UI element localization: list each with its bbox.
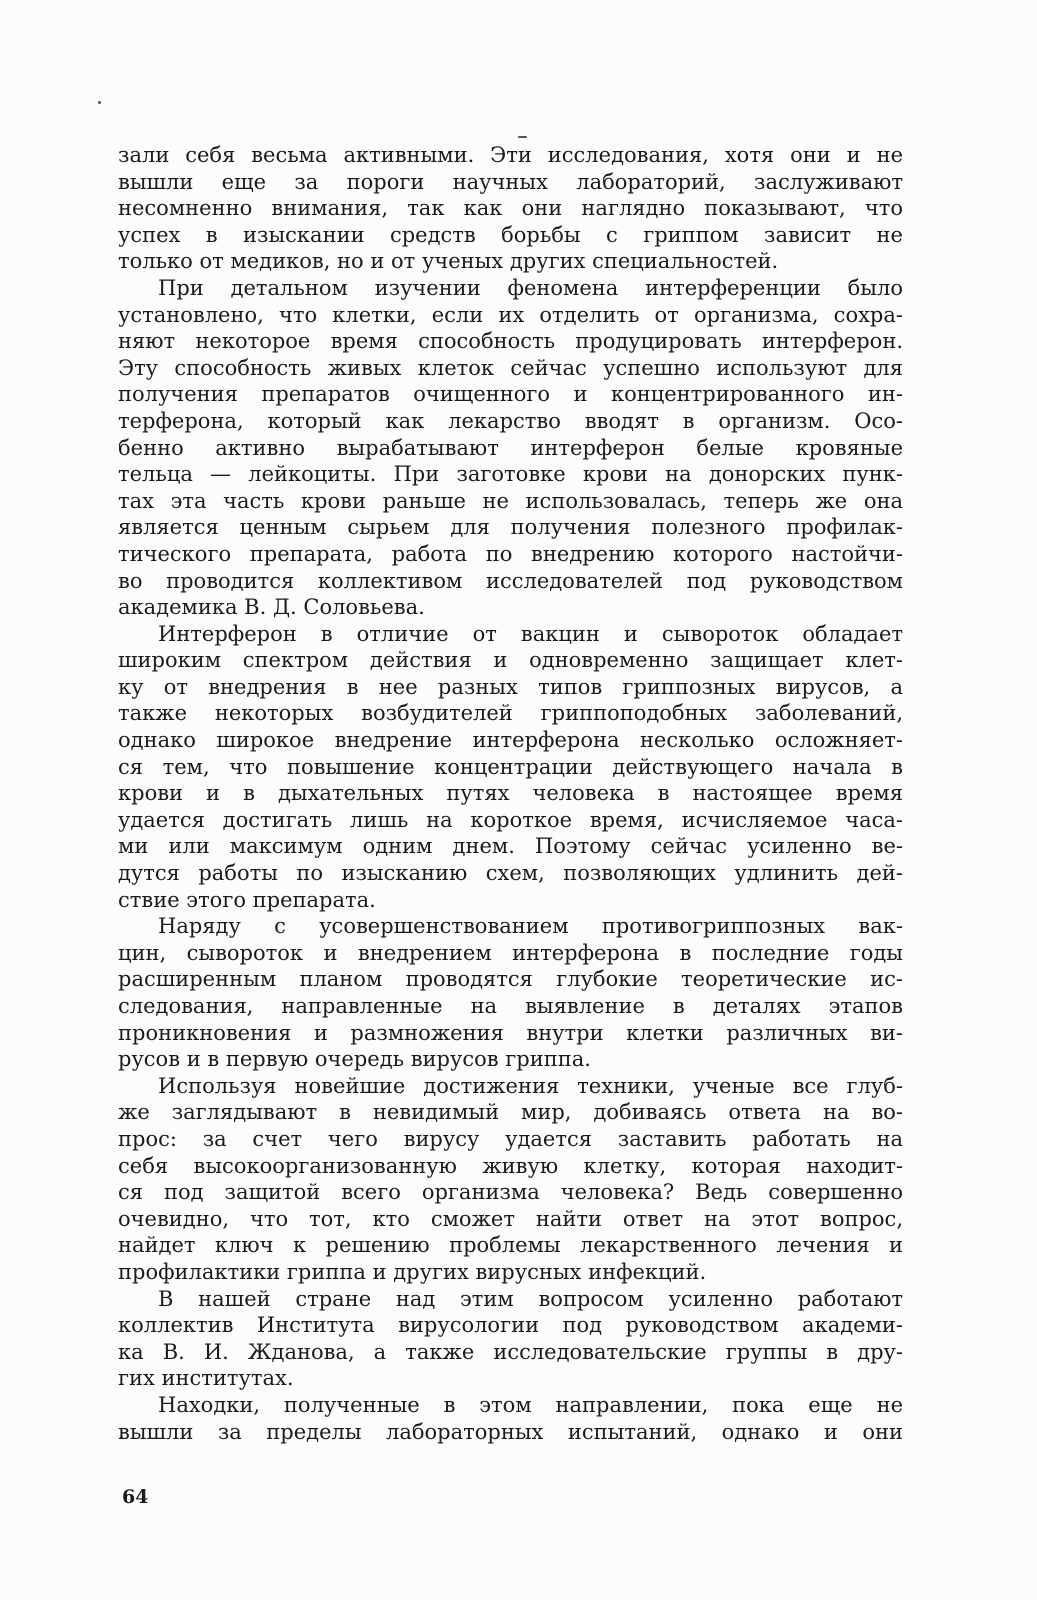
text-line: профилактики гриппа и других вирусных инфекций. (118, 1259, 707, 1284)
text-line: тах эта часть крови раньше не использовалась, теперь же она (118, 488, 903, 513)
text-line: во проводится коллективом исследователей под руководством (118, 568, 903, 593)
text-line: терферона, который как лекарство вводят в организм. Осо- (118, 408, 903, 433)
text-line: ся тем, что повышение концентрации действующего начала в (118, 754, 903, 779)
text-line: русов и в первую очередь вирусов гриппа. (118, 1047, 591, 1072)
text-line: найдет ключ к решению проблемы лекарственного лечения и (118, 1233, 903, 1258)
paragraph-first-line: При детальном изучении феномена интерференции было (158, 275, 903, 300)
text-line: Эту способность живых клеток сейчас успешно используют для (118, 355, 903, 380)
text-line: няют некоторое время способность продуцировать интерферон. (118, 329, 903, 354)
text-line: цин, сывороток и внедрением интерферона в последние годы (118, 940, 903, 965)
body-text (118, 142, 903, 1445)
text-line: гих институтах. (118, 1366, 294, 1391)
text-line: удается достигать лишь на короткое время, исчисляемое часа- (118, 807, 903, 832)
page-number: 64 (122, 1486, 149, 1508)
text-line: только от медиков, но и от ученых других специальностей. (118, 249, 779, 274)
paragraph-first-line: Интерферон в отличие от вакцин и сывороток обладает (158, 621, 903, 646)
text-line: является ценным сырьем для получения полезного профилак- (118, 515, 903, 540)
text-line: установлено, что клетки, если их отделить от организма, сохра- (118, 302, 903, 327)
text-line: себя высокоорганизованную живую клетку, которая находит- (118, 1153, 903, 1178)
paragraph-first-line: Находки, полученные в этом направлении, пока еще не (158, 1392, 903, 1417)
print-speck (98, 101, 101, 104)
paragraph-first-line: В нашей стране над этим вопросом усиленно работают (158, 1286, 903, 1311)
text-line: следования, направленные на выявление в деталях этапов (118, 994, 903, 1018)
text-line: прос: за счет чего вирусу удается заставить работать на (118, 1126, 903, 1151)
text-line: очевидно, что тот, кто сможет найти ответ на этот вопрос, (118, 1206, 903, 1231)
text-line: несомненно внимания, так как они наглядно показывают, что (118, 196, 903, 221)
text-line: ся под защитой всего организма человека? Ведь совершенно (118, 1180, 903, 1205)
text-line: вышли еще за пороги научных лабораторий, заслуживают (118, 169, 903, 194)
text-line: получения препаратов очищенного и концентрированного ин- (118, 382, 903, 407)
text-line: ку от внедрения в нее разных типов гриппозных вирусов, а (118, 674, 903, 699)
text-line: же заглядывают в невидимый мир, добиваясь ответа на во- (118, 1100, 903, 1125)
paragraph-first-line: Используя новейшие достижения техники, ученые все глуб- (158, 1073, 903, 1098)
text-line: ствие этого препарата. (118, 887, 376, 912)
text-line: академика В. Д. Соловьева. (118, 595, 425, 620)
text-line: однако широкое внедрение интерферона несколько осложняет- (118, 728, 903, 753)
text-line: крови и в дыхательных путях человека в настоящее время (118, 781, 903, 806)
text-line: тического препарата, работа по внедрению которого настойчи- (118, 541, 903, 566)
text-line: дутся работы по изысканию схем, позволяющих удлинить дей- (118, 861, 903, 886)
text-line: ка В. И. Жданова, а также исследовательские группы в дру- (118, 1339, 903, 1364)
text-line: широким спектром действия и одновременно защищает клет- (118, 648, 903, 673)
text-line: вышли за пределы лабораторных испытаний, однако и они (118, 1419, 903, 1444)
paragraph-first-line: Наряду с усовершенствованием противогриппозных вак- (158, 914, 903, 939)
text-line: тельца — лейкоциты. При заготовке крови на донорских пунк- (118, 462, 903, 487)
text-line: проникновения и размножения внутри клетки различных ви- (118, 1020, 903, 1045)
text-line: успех в изыскании средств борьбы с гриппом зависит не (118, 222, 903, 247)
text-line: бенно активно вырабатывают интерферон белые кровяные (118, 435, 903, 460)
text-line: расширенным планом проводятся глубокие теоретические ис- (118, 967, 903, 992)
text-line: ми или максимум одним днем. Поэтому сейчас усиленно ве- (118, 834, 903, 859)
text-line: также некоторых возбудителей гриппоподобных заболеваний, (118, 701, 903, 726)
text-line: зали себя весьма активными. Эти исследования, хотя они и не (118, 143, 903, 167)
print-speck (518, 136, 527, 138)
text-line: коллектив Института вирусологии под руководством академи- (118, 1313, 903, 1338)
